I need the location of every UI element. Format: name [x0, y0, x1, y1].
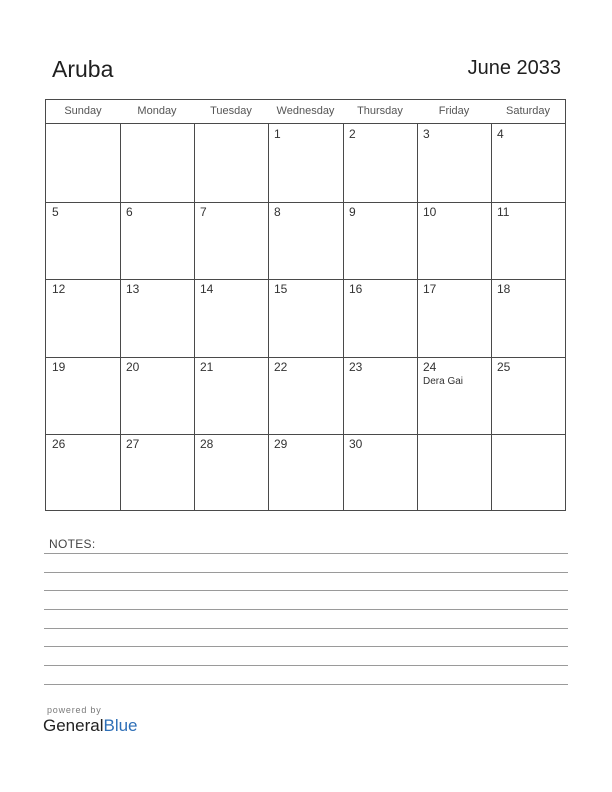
day-number: 14: [200, 282, 214, 297]
note-line: [44, 609, 568, 610]
day-cell: [268, 279, 343, 357]
note-line: [44, 684, 568, 685]
weekday-tuesday: Tuesday: [210, 105, 252, 117]
day-number: 15: [274, 282, 288, 297]
day-number: 1: [274, 127, 281, 141]
day-number: 12: [52, 282, 66, 297]
powered-by-text: powered by: [47, 705, 102, 715]
day-cell: [46, 357, 120, 435]
day-number: 29: [274, 437, 288, 452]
day-cell: [491, 202, 565, 280]
day-cell: [120, 279, 194, 357]
day-cell: [343, 279, 417, 357]
day-number: 4: [497, 127, 504, 141]
day-number: 27: [126, 437, 140, 452]
note-line: [44, 572, 568, 573]
month-year-title: June 2033: [467, 57, 561, 79]
day-number: 21: [200, 359, 214, 374]
day-number: 20: [126, 359, 140, 374]
day-number: 10: [423, 204, 437, 219]
day-number: 13: [126, 282, 140, 297]
day-number: 19: [52, 359, 66, 374]
day-number: 6: [126, 204, 133, 219]
day-cell: [268, 202, 343, 280]
note-line: [44, 646, 568, 647]
day-cell: [268, 124, 343, 202]
day-cell: [46, 124, 120, 202]
day-cell: [268, 434, 343, 512]
day-cell: [417, 124, 491, 202]
day-cell: [417, 357, 491, 435]
weekday-sunday: Sunday: [64, 105, 102, 117]
generalblue-logo: [43, 716, 138, 736]
day-cell: [491, 279, 565, 357]
day-cell: [46, 279, 120, 357]
calendar-grid: [45, 99, 566, 511]
day-cell: [491, 124, 565, 202]
weekday-saturday: Saturday: [505, 105, 551, 117]
day-cell: [417, 279, 491, 357]
note-line: [44, 628, 568, 629]
day-number: 7: [200, 204, 207, 219]
notes-label: NOTES:: [49, 537, 96, 551]
note-line: [44, 665, 568, 666]
day-number: 26: [52, 437, 66, 452]
day-number: 5: [52, 204, 59, 219]
day-cell: [120, 202, 194, 280]
note-line: [44, 590, 568, 591]
day-cell: [491, 434, 565, 512]
day-cell: [46, 202, 120, 280]
day-cell: [194, 202, 268, 280]
day-cell: [194, 279, 268, 357]
day-number: 11: [497, 204, 510, 219]
day-cell: [120, 357, 194, 435]
weekday-thursday: Thursday: [357, 105, 403, 117]
day-number: 2: [349, 127, 356, 141]
holiday-event: Dera Gai: [423, 375, 464, 387]
day-number: 16: [349, 282, 363, 297]
day-cell: [120, 434, 194, 512]
brand-general-text: General: [43, 716, 104, 735]
day-number: 8: [274, 204, 281, 219]
day-number: 22: [274, 359, 288, 374]
weekday-wednesday: Wednesday: [276, 105, 335, 117]
day-number: 18: [497, 282, 511, 297]
weekday-monday: Monday: [137, 105, 177, 117]
day-cell: [194, 124, 268, 202]
day-cell: [46, 434, 120, 512]
day-number: 17: [423, 282, 437, 297]
day-number: 3: [423, 127, 430, 141]
day-cell: [491, 357, 565, 435]
day-cell: [343, 202, 417, 280]
day-cell: [194, 357, 268, 435]
day-number: 30: [349, 437, 363, 452]
day-cell: [417, 202, 491, 280]
day-number: 28: [200, 437, 214, 452]
day-cell: [268, 357, 343, 435]
note-line: [44, 553, 568, 554]
day-cell: [343, 357, 417, 435]
day-number: 24: [423, 359, 437, 374]
day-cell: [417, 434, 491, 512]
day-cell: [343, 124, 417, 202]
day-cell: [120, 124, 194, 202]
brand-blue-text: Blue: [103, 716, 138, 735]
day-number: 9: [349, 204, 356, 219]
day-number: 25: [497, 359, 511, 374]
day-cell: [343, 434, 417, 512]
weekday-header-row: [46, 100, 565, 124]
day-number: 23: [349, 359, 363, 374]
weekday-friday: Friday: [438, 105, 470, 117]
day-cell: [194, 434, 268, 512]
country-title: Aruba: [52, 56, 114, 82]
